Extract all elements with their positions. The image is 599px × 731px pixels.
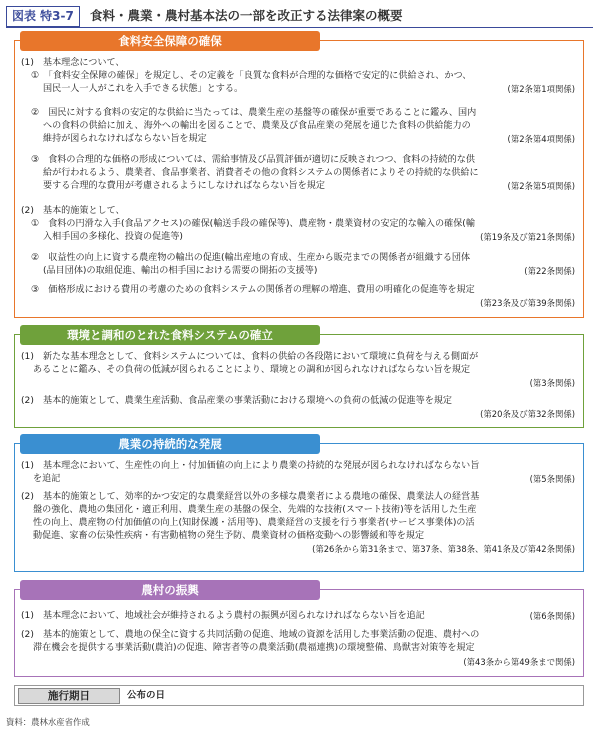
figure-title-bar: [6, 5, 593, 28]
article-ref: (第23条及び第39条関係): [480, 298, 575, 308]
item-line: 国民一人一人がこれを入手できる状態」とする。: [43, 84, 244, 94]
item-line: への食料の供給に加え、海外への輸出を図ることで、農業及び食品産業の発展を通じた食料の供給能力の: [43, 121, 471, 131]
item-line: (2) 基本的施策として、農地の保全に資する共同活動の促進、地域の資源を活用した事業活動の促進、農村への: [21, 630, 480, 640]
figure-title: 食料・農業・農村基本法の一部を改正する法律案の概要: [90, 8, 403, 23]
item-line: ③ 価格形成における費用の考慮のための食料システムの関係者の理解の増進、費用の明確化の促進等を規定: [31, 285, 475, 295]
article-ref: (第6条関係): [529, 611, 575, 621]
item-line: (1) 基本理念において、地域社会が維持されるよう農村の振興が図られなければならない旨を追記: [21, 611, 425, 621]
item-line: 滞在機会を提供する事業活動(農泊)の促進、障害者等の農業活動(農福連携)の環境整備、鳥獣害対策等を規定: [33, 643, 475, 653]
item-line: を追記: [33, 474, 61, 484]
article-ref: (第20条及び第32条関係): [480, 409, 575, 419]
section-heading: 農業の持続的な発展: [20, 434, 320, 454]
article-ref: (第43条から第49条まで関係): [463, 657, 575, 667]
item-line: (1) 基本理念において、生産性の向上・付加価値の向上により農業の持続的な発展が図られなければならない旨: [21, 461, 480, 471]
article-ref: (第22条関係): [524, 266, 575, 276]
item-line: (1) 基本理念について、: [21, 58, 125, 68]
section-environment: [14, 328, 584, 428]
article-ref: (第2条第5項関係): [507, 181, 575, 191]
article-ref: (第2条第4項関係): [507, 134, 575, 144]
item-line: 動促進、家畜の伝染性疾病・有害動植物の発生予防、農業資材の価格変動への影響緩和等を規定: [33, 531, 425, 541]
item-line: 維持が図られなければならない旨を規定: [43, 134, 207, 144]
effective-date-box: [14, 685, 584, 706]
section-heading: 農村の振興: [20, 580, 320, 600]
item-line: (1) 新たな基本理念として、食料システムについては、食料の供給の各段階において環境に負荷を与える側面が: [21, 352, 479, 362]
item-line: 要する合理的な費用が考慮されるようにしなければならない旨を規定: [43, 181, 325, 191]
item-line: ① 食料の円滑な入手(食品アクセス)の確保(輸送手段の確保等)、農産物・農業資材の安定的な輸入の確保(輸: [31, 219, 475, 229]
item-line: 入相手国の多様化、投資の促進等): [43, 232, 183, 242]
item-line: ② 収益性の向上に資する農産物の輸出の促進(輸出産地の育成、生産から販売までの関係者が組織する団体: [31, 253, 471, 263]
article-ref: (第26条から第31条まで、第37条、第38条、第41条及び第42条関係): [312, 544, 575, 554]
item-line: (品目団体)の取組促進、輸出の相手国における需要の開拓の支援等): [43, 266, 318, 276]
section-rural: [14, 583, 584, 677]
article-ref: (第5条関係): [529, 474, 575, 484]
section-agriculture: [14, 437, 584, 572]
article-ref: (第19条及び第21条関係): [480, 232, 575, 242]
source-note: 資料：農林水産省作成: [6, 717, 90, 727]
item-line: 給が行われるよう、農業者、食品事業者、消費者その他の食料システムの関係者によりその持続的な供給に: [43, 168, 479, 178]
article-ref: (第3条関係): [529, 378, 575, 388]
item-line: あることに鑑み、その負荷の低減が図られることにより、環境との調和が図られなければならない旨を規定: [33, 365, 471, 375]
section-heading: 食料安全保障の確保: [20, 31, 320, 51]
section-food-security: [14, 34, 584, 318]
item-line: 盤の強化、農地の集団化・適正利用、農業生産の基盤の保全、先端的な技術(スマート技術)等を活用した生産: [33, 505, 477, 515]
item-line: ③ 食料の合理的な価格の形成については、需給事情及び品質評価が適切に反映されつつ、食料の持続的な供: [31, 155, 475, 165]
section-heading: 環境と調和のとれた食料システムの確立: [20, 325, 320, 345]
item-line: (2) 基本的施策として、農業生産活動、食品産業の事業活動における環境への負荷の低減の促進等を規定: [21, 396, 453, 406]
item-line: ① 「食料安全保障の確保」を規定し、その定義を「良質な食料が合理的な価格で安定的に供給され、かつ、: [31, 71, 472, 81]
item-line: (2) 基本的施策として、: [21, 206, 125, 216]
item-line: 性の向上、農産物の付加価値の向上(知財保護・活用等)、農業経営の支援を行う事業者(サービス事業体)の活: [33, 518, 475, 528]
item-line: (2) 基本的施策として、効率的かつ安定的な農業経営以外の多様な農業者による農地の確保、農業法人の経営基: [21, 492, 480, 502]
effective-date-label: 施行期日: [18, 688, 120, 704]
figure-number-badge: 図表 特3-7: [6, 6, 80, 27]
item-line: ② 国民に対する食料の安定的な供給に当たっては、農業生産の基盤等の確保が重要であることに鑑み、国内: [31, 108, 477, 118]
article-ref: (第2条第1項関係): [507, 84, 575, 94]
effective-date-value: 公布の日: [127, 690, 166, 701]
